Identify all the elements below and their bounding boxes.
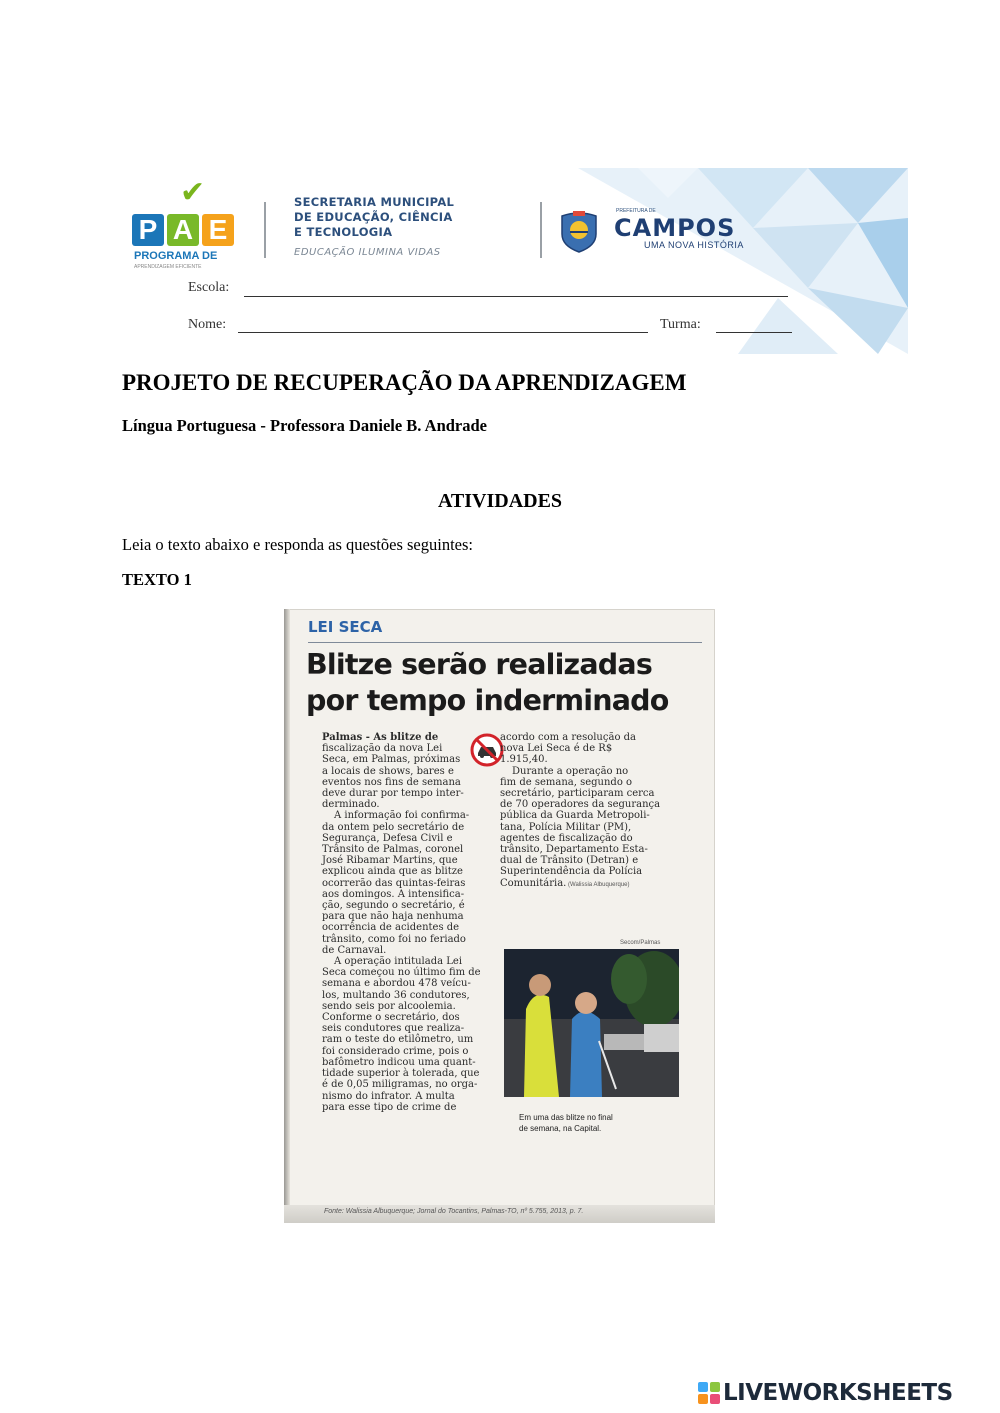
photo-caption: Em uma das blitze no final de semana, na Capital. [519,1113,613,1133]
article-line: Conforme o secretário, dos [322,1012,460,1024]
logo-square [710,1394,720,1404]
pae-program-label: PROGRAMA DE [134,250,218,262]
article-line: sendo seis por alcoolemia. [322,1000,456,1012]
article-line: 1.915,40. [500,754,548,766]
coat-of-arms-icon [556,208,602,254]
section-heading: ATIVIDADES [437,490,563,512]
article-line: explicou ainda que as blitze [322,866,463,878]
article-line: José Ribamar Martins, que [322,855,458,867]
decorative-triangles [578,168,908,354]
article-line: bafômetro indicou uma quant- [322,1056,476,1068]
city-name: CAMPOS [614,214,736,242]
page-subtitle: Língua Portuguesa - Professora Daniele B. Andrade [122,416,487,435]
article-line: tana, Polícia Militar (PM), [500,821,632,833]
article-line: Segurança, Defesa Civil e [322,832,453,844]
article-line: foi considerado crime, pois o [322,1045,469,1057]
article-line: ocorrerão das quintas-feiras [322,877,466,889]
article-line: Seca, em Palmas, próximas [322,754,461,766]
watermark-text: LIVEWORKSHEETS [723,1380,953,1406]
article-line: semana e abordou 478 veícu- [322,978,471,990]
article-line: ram o teste do etilômetro, um [322,1034,474,1046]
prefeitura-label: PREFEITURA DE [616,208,656,214]
pae-letter-e: E [202,214,234,246]
article-left-column [322,732,481,1113]
article-line: Trânsito de Palmas, coronel [322,844,464,856]
article-headline: Blitze serão realizadas por tempo inderminado [306,648,669,717]
article-line: da ontem pelo secretário de [322,821,465,833]
article-line: deve durar por tempo inter- [322,788,464,800]
article-line: aos domingos. A intensifica- [322,888,465,900]
school-input-line[interactable] [244,296,788,297]
pae-letter-p: P [132,214,164,246]
secretaria-name: SECRETARIA MUNICIPAL DE EDUCAÇÃO, CIÊNCIA E TECNOLOGIA [294,195,455,239]
article-line: A informação foi confirma- [334,810,470,822]
article-line: Durante a operação no [512,765,629,777]
article-line: fiscalização da nova Lei [322,743,443,755]
photo-credit: Secom/Palmas [620,940,661,946]
school-label: Escola: [188,280,230,295]
article-line: a locais de shows, bares e [322,765,454,777]
liveworksheets-watermark [698,1378,953,1408]
article-right-column [500,732,660,891]
city-tagline: UMA NOVA HISTÓRIA [644,240,744,250]
article-line: é de 0,05 miligramas, no orga- [322,1079,478,1091]
article-byline: (Walissia Albuquerque) [566,881,630,888]
text-label: TEXTO 1 [122,570,192,589]
article-line: seis condutores que realiza- [322,1023,465,1035]
article-line: agentes de fiscalização do [500,832,633,844]
logo-square [698,1382,708,1392]
article-line: derminado. [322,799,380,811]
article-line: ção, segundo o secretário, é [322,900,465,912]
logo-square [698,1394,708,1404]
article-line: nismo do infrator. A multa [322,1090,455,1102]
secretaria-tagline: EDUCAÇÃO ILUMINA VIDAS [294,247,441,258]
article-line: Palmas - As blitze de [322,732,439,743]
pae-letter-a: A [167,214,199,246]
article-line: nova Lei Seca é de R$ [500,743,613,755]
liveworksheets-logo-icon [698,1382,720,1404]
article-line: secretário, participaram cerca [500,788,655,800]
page-title: PROJETO DE RECUPERAÇÃO DA APRENDIZAGEM [122,370,687,395]
header-banner [122,168,908,354]
kicker-rule [308,642,702,643]
class-label: Turma: [660,317,701,332]
article-line: trânsito, Departamento Esta- [500,844,648,856]
divider [540,202,542,258]
article-source: Fonte: Walissia Albuquerque; Jornal do Tocantins, Palmas-TO, nº 5.755, 2013, p. 7. [324,1208,584,1215]
article-line: dual de Trânsito (Detran) e [500,855,639,867]
article-photo [504,949,679,1097]
article-line: Seca começou no último fim de [322,967,481,979]
pae-logo [132,175,242,270]
divider [264,202,266,258]
article-kicker: LEI SECA [308,618,383,636]
article-line: A operação intitulada Lei [334,956,463,968]
pae-sub-label: APRENDIZAGEM EFICIENTE [134,264,202,270]
article-line: trânsito, como foi no feriado [322,933,466,945]
checkmark-icon: ✔ [180,175,206,210]
article-line: de Carnaval. [322,944,387,956]
article-line: tidade superior à tolerada, que [322,1068,480,1080]
logo-square [710,1382,720,1392]
article-line: pública da Guarda Metropoli- [500,810,650,822]
class-input-line[interactable] [716,332,792,333]
article-line: eventos nos fins de semana [322,776,461,788]
article-line: de 70 operadores da segurança [500,799,661,811]
name-input-line[interactable] [238,332,648,333]
article-line: ocorrência de acidentes de [322,922,460,934]
article-line: acordo com a resolução da [500,732,637,743]
article-line: Superintendência da Polícia [500,866,643,878]
name-label: Nome: [188,317,227,332]
article-line: los, multando 36 condutores, [322,989,470,1001]
clipping-edge [284,609,290,1223]
article-line: fim de semana, segundo o [500,776,633,788]
article-line: para esse tipo de crime de [322,1101,457,1113]
article-line: para que não haja nenhuma [322,911,464,923]
article-line: Comunitária. (Walissia Albuquerque) [500,877,630,889]
newspaper-clipping [284,609,715,1223]
instruction-text: Leia o texto abaixo e responda as questões seguintes: [122,535,473,554]
